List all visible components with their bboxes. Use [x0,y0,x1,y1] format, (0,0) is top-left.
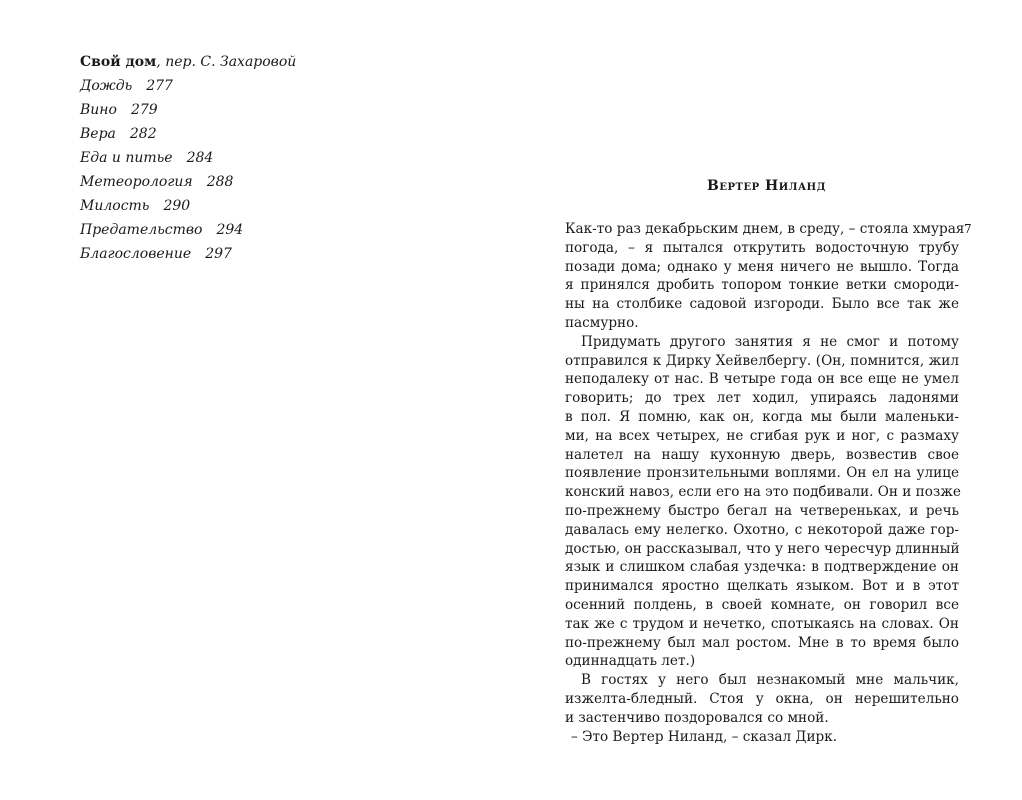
text-line: так же с трудом и нечетко, спотыкаясь на словах. Он [565,615,959,632]
body-text [565,220,965,746]
toc-entry-title: Вино [80,102,117,118]
chapter-title: Вертер Ниланд [707,178,826,194]
toc-entry-title: Благословение [80,246,192,262]
text-line: ми, на всех четырех, не сгибая рук и ног, с размаху [565,427,959,444]
text-line: принимался яростно щелкать языком. Вот и в этот [565,578,959,595]
toc-entry-title: Метеорология [80,174,193,190]
text-line: одиннадцать лет.) [565,653,696,670]
toc-entry-page: 288 [206,174,234,190]
text-line: отправился к Дирку Хейвелбергу. (Он, помнится, жил [565,352,959,369]
toc-entry [80,220,480,244]
text-line: позади дома; однако у меня ничего не вышло. Тогда [565,258,959,275]
text-line: конский навоз, если его на это подбивали. Он и позже [565,484,961,501]
page-number: 7 [964,222,972,236]
right-page [511,0,1022,800]
text-line: В гостях у него был незнакомый мне мальчик, [581,672,959,689]
text-line: говорить; до трех лет ходил, упираясь ладонями [565,390,959,407]
toc-entry-page: 284 [186,150,214,166]
text-line: я принялся дробить топором тонкие ветки смороди- [565,277,959,294]
toc-entry [80,100,480,124]
text-line: по-прежнему был мал ростом. Мне в то время было [565,634,959,651]
toc-entry-title: Дождь [80,78,133,94]
toc-entry-page: 290 [163,198,191,214]
toc-entry-title: Предательство [80,222,203,238]
text-line: достью, он рассказывал, что у него чересчур длинный [565,540,960,557]
toc-entry-page: 294 [216,222,244,238]
toc-entry [80,244,480,268]
text-line: давалась ему нелегко. Охотно, с некоторой даже гор- [565,521,959,538]
text-line: Придумать другого занятия я не смог и потому [581,333,959,350]
toc-entry [80,76,480,100]
toc-entry [80,196,480,220]
table-of-contents [80,52,480,268]
text-line: осенний полдень, в своей комнате, он говорил все [565,596,959,613]
text-line: ны на столбике садовой изгороди. Было все так же [565,296,959,313]
toc-entry [80,124,480,148]
toc-entry-page: 277 [146,78,173,94]
text-line: и застенчиво поздоровался со мной. [565,709,829,726]
toc-list [80,76,480,268]
toc-entry-page: 279 [130,102,158,118]
toc-translator-credit: , пер. С. Захаровой [156,54,297,70]
text-line: Как-то раз декабрьским днем, в среду, – стояла хмурая [565,221,965,237]
toc-entry [80,148,480,172]
text-line: язык и слишком слабая уздечка: в подтверждение он [565,559,959,576]
text-line: неподалеку от нас. В четыре года он все еще не умел [565,371,959,388]
text-line: по-прежнему быстро бегал на четвереньках, и речь [565,502,959,519]
toc-entry-page: 282 [129,126,157,142]
text-line: пасмурно. [565,314,639,331]
toc-entry-title: Вера [80,126,116,142]
text-line: погода, – я пытался открутить водосточную трубу [565,239,959,256]
toc-section-title: Свой дом [80,54,157,70]
text-line: в пол. Я помню, как он, когда мы были маленьки- [565,408,959,425]
text-line: налетел на нашу кухонную дверь, возвестив свое [565,446,959,463]
toc-entry-title: Милость [80,198,150,214]
toc-entry-title: Еда и питье [80,150,173,166]
text-line: изжелта-бледный. Стоя у окна, он нерешительно [565,690,959,707]
toc-entry-page: 297 [205,246,232,262]
text-line: появление пронзительными воплями. Он ел на улице [565,465,959,482]
toc-entry [80,172,480,196]
text-line: – Это Вертер Ниланд, – сказал Дирк. [571,728,838,745]
toc-section-heading [80,52,480,76]
